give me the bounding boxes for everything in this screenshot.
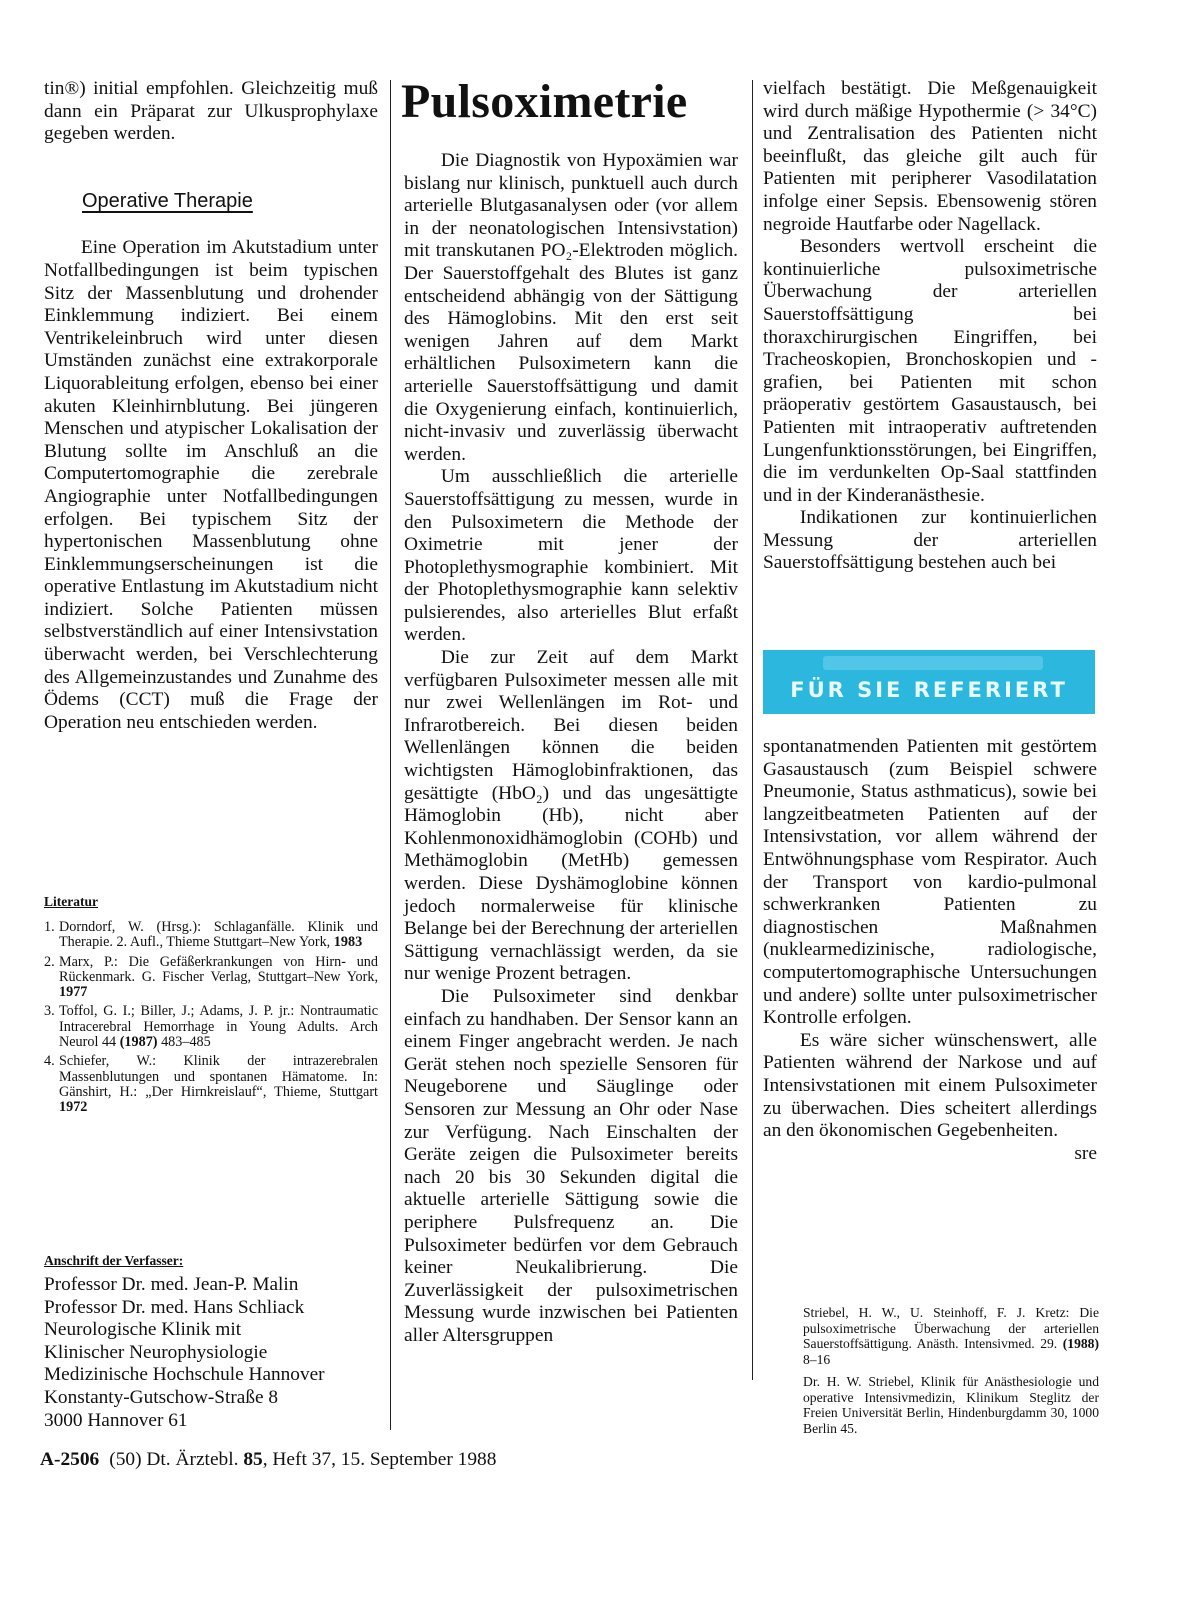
literature-item: 3. Toffol, G. I.; Biller, J.; Adams, J. P. jr.: Nontraumatic Intracerebral Hemorrhage in Young Adults. Arch Neurol 44 (1987) 483–485	[44, 1003, 378, 1051]
article-paragraph: spontanatmenden Patienten mit gestörtem Gasaustausch (zum Beispiel schwere Pneumonie, Status asthmaticus), sowie bei langzeitbeatmeten Patienten auf der Intensivstation, vor allem während der Entwöhnungsphase vom Respirator. Auch der Transport von kardio-pulmonal schwerkranken Patienten zu diagnostischen Maßnahmen (nuklearmedizinische, radiologische, computertomographische Untersuchungen und andere) sollte unter pulsoximetrischer Kontrolle erfolgen.	[763, 736, 1097, 1029]
page-number: A-2506	[40, 1449, 100, 1470]
article-paragraph: Indikationen zur kontinuierlichen Messung der arteriellen Sauerstoffsättigung bestehen auch bei	[763, 507, 1097, 574]
section-heading-operative-therapie: Operative Therapie	[82, 189, 253, 212]
article-paragraph: vielfach bestätigt. Die Meßgenauigkeit wird durch mäßige Hypothermie (> 34°C) und Zentralisation des Patienten nicht beeinflußt, das gleiche gilt auch für Patienten mit peripherer Vasodilatation infolge einer Sepsis. Ebensowenig stören negroide Hautfarbe oder Nagellack.	[763, 78, 1097, 235]
literature-item: 1. Dorndorf, W. (Hrsg.): Schlaganfälle. Klinik und Therapie. 2. Aufl., Thieme Stuttgart–New York, 1983	[44, 919, 378, 951]
column-right	[763, 78, 1097, 575]
fuer-sie-referiert-banner	[763, 650, 1095, 714]
address-line: Neurologische Klinik mit	[44, 1319, 242, 1341]
article-paragraph: Die zur Zeit auf dem Markt verfügbaren Pulsoximeter messen alle mit nur zwei Wellenlängen im Rot- und Infrarotbereich. Bei diesen beiden Wellenlängen können die beiden wichtigsten Hämoglobinfraktionen, das gesättigte (HbO₂) und das ungesättigte Hämoglobin (Hb), nicht aber Kohlenmonoxidhämoglobin (COHb) und Methämoglobin (MetHb) gemessen werden. Diese Dyshämoglobine können jedoch normalerweise für klinische Belange bei der Berechnung der arteriellen Sättigung vernachlässigt werden, da sie nur wenige Prozent betragen.	[404, 647, 738, 985]
article-paragraph: Besonders wertvoll erscheint die kontinuierliche pulsoximetrische Überwachung der arteriellen Sauerstoffsättigung bei thoraxchirurgischen Eingriffen, bei Tracheoskopien, Bronchoskopien und -grafien, bei Patienten mit schon präoperativ gestörtem Gasaustausch, bei Patienten mit intraoperativ auftretenden Lungenfunktionsstörungen, bei Eingriffen, die im verdunkelten Op-Saal stattfinden und in der Kinderanästhesie.	[763, 236, 1097, 506]
literature-list	[44, 920, 378, 1120]
address-heading: Anschrift der Verfasser:	[44, 1253, 184, 1268]
address-line: Professor Dr. med. Jean-P. Malin	[44, 1274, 299, 1295]
literature-item: 4. Schiefer, W.: Klinik der intrazerebralen Massenblutungen und spontanen Hämatome. In: Gänshirt, H.: „Der Hirnkreislauf“, Thieme, Stuttgart 1972	[44, 1053, 378, 1116]
column-middle	[401, 75, 738, 1347]
article-paragraph: Die Pulsoximeter sind denkbar einfach zu handhaben. Der Sensor kann an einem Finger angebracht werden. Je nach Gerät stehen noch spezielle Sensoren für Neugeborene und Säuglinge oder Sensoren zur Messung an Ohr oder Nase zur Verfügung. Nach Einschalten der Geräte zeigen die Pulsoximeter bereits nach 20 bis 30 Sekunden digital die aktuelle arterielle Sättigung sowie die periphere Pulsfrequenz an. Die Pulsoximeter bedürfen vor dem Gebrauch keiner Neukalibrierung. Die Zuverlässigkeit der pulsoximetrischen Messung wurde inzwischen bei Patienten aller Altersgruppen	[404, 985, 738, 1346]
literature-heading: Literatur	[44, 894, 98, 909]
continuation-paragraph: tin®) initial empfohlen. Gleichzeitig muß dann ein Präparat zur Ulkusprophylaxe gegeben werden.	[44, 78, 378, 145]
author-address	[44, 1274, 378, 1432]
address-line: Konstanty-Gutschow-Straße 8	[44, 1386, 279, 1408]
page-footer: A-2506 (50) Dt. Ärztebl. 85, Heft 37, 15. September 1988	[40, 1449, 497, 1470]
operative-therapy-paragraph: Eine Operation im Akutstadium unter Notfallbedingungen ist beim typischen Sitz der Massenblutung und drohender Einklemmung indiziert. Bei einem Ventrikeleinbruch wird unter diesen Umständen zunächst eine extrakorporale Liquorableitung erfolgen, ebenso bei einer akuten Kleinhirnblutung. Bei jüngeren Menschen und atypischer Lokalisation der Blutung sollte im Anschluß an die Computertomographie die zerebrale Angiographie unter Notfallbedingungen erfolgen. Bei typischem Sitz der hypertonischen Massenblutung ohne Einklemmungserscheinungen ist die operative Entlastung im Akutstadium nicht indiziert. Solche Patienten müssen selbstverständlich auf einer Intensivstation überwacht werden, bei Verschlechterung des Allgemeinzustandes und Zunahme des Ödems (CCT) muß die Frage der Operation neu entschieden werden.	[44, 237, 378, 733]
article-paragraph: Um ausschließlich die arterielle Sauerstoffsättigung zu messen, wurde in den Pulsoximetern die Methode der Oximetrie mit jener der Photoplethysmographie kombiniert. Mit der Photoplethysmographie kann selektiv pulsierendes, also arterielles Blut erfaßt werden.	[404, 466, 738, 646]
column-rule-left	[390, 80, 391, 1430]
literature-item: 2. Marx, P.: Die Gefäßerkrankungen von Hirn- und Rückenmark. G. Fischer Verlag, Stuttgart–New York, 1977	[44, 953, 378, 1001]
banner-label: FÜR SIE REFERIERT	[790, 678, 1068, 702]
address-line: Professor Dr. med. Hans Schliack	[44, 1296, 305, 1318]
article-paragraph: Die Diagnostik von Hypoxämien war bislang nur klinisch, punktuell auch durch arterielle Blutgasanalysen oder (vor allem in der neonatologischen Intensivstation) mit transkutanen PO₂-Elektroden möglich. Der Sauerstoffgehalt des Blutes ist ganz entscheidend abhängig von der Sättigung des Hämoglobins. Mit den erst seit wenigen Jahren auf dem Markt erhältlichen Pulsoximetern kann die arterielle Sauerstoffsättigung und damit die Oxygenierung einfach, kontinuierlich, nicht-invasiv und zuverlässig überwacht werden.	[404, 150, 738, 465]
address-line: Klinischer Neurophysiologie	[44, 1341, 268, 1363]
column-right-continued	[763, 736, 1097, 1165]
column-left	[44, 78, 378, 734]
author-signature: sre	[1074, 1142, 1097, 1164]
source-author-contact: Dr. H. W. Striebel, Klinik für Anästhesiologie und operative Intensivmedizin, Klinikum Steglitz der Freien Universität Berlin, Hindenburgdamm 30, 1000 Berlin 45.	[803, 1374, 1099, 1436]
article-title: Pulsoximetrie	[401, 75, 688, 128]
article-paragraph: Es wäre sicher wünschenswert, alle Patienten während der Narkose und auf Intensivstationen mit einem Pulsoximeter zu überwachen. Dies scheitert allerdings an den ökonomischen Gegebenheiten. sre	[763, 1029, 1097, 1164]
source-citation: Striebel, H. W., U. Steinhoff, F. J. Kretz: Die pulsoximetrische Überwachung der arteriellen Sauerstoffsättigung. Anästh. Intensivmed. 29. (1988) 8–16	[803, 1305, 1099, 1367]
column-rule-right	[752, 80, 753, 1380]
address-line: Medizinische Hochschule Hannover	[44, 1364, 325, 1386]
banner-faded-lettering	[823, 656, 1043, 670]
address-line: 3000 Hannover 61	[44, 1409, 188, 1431]
